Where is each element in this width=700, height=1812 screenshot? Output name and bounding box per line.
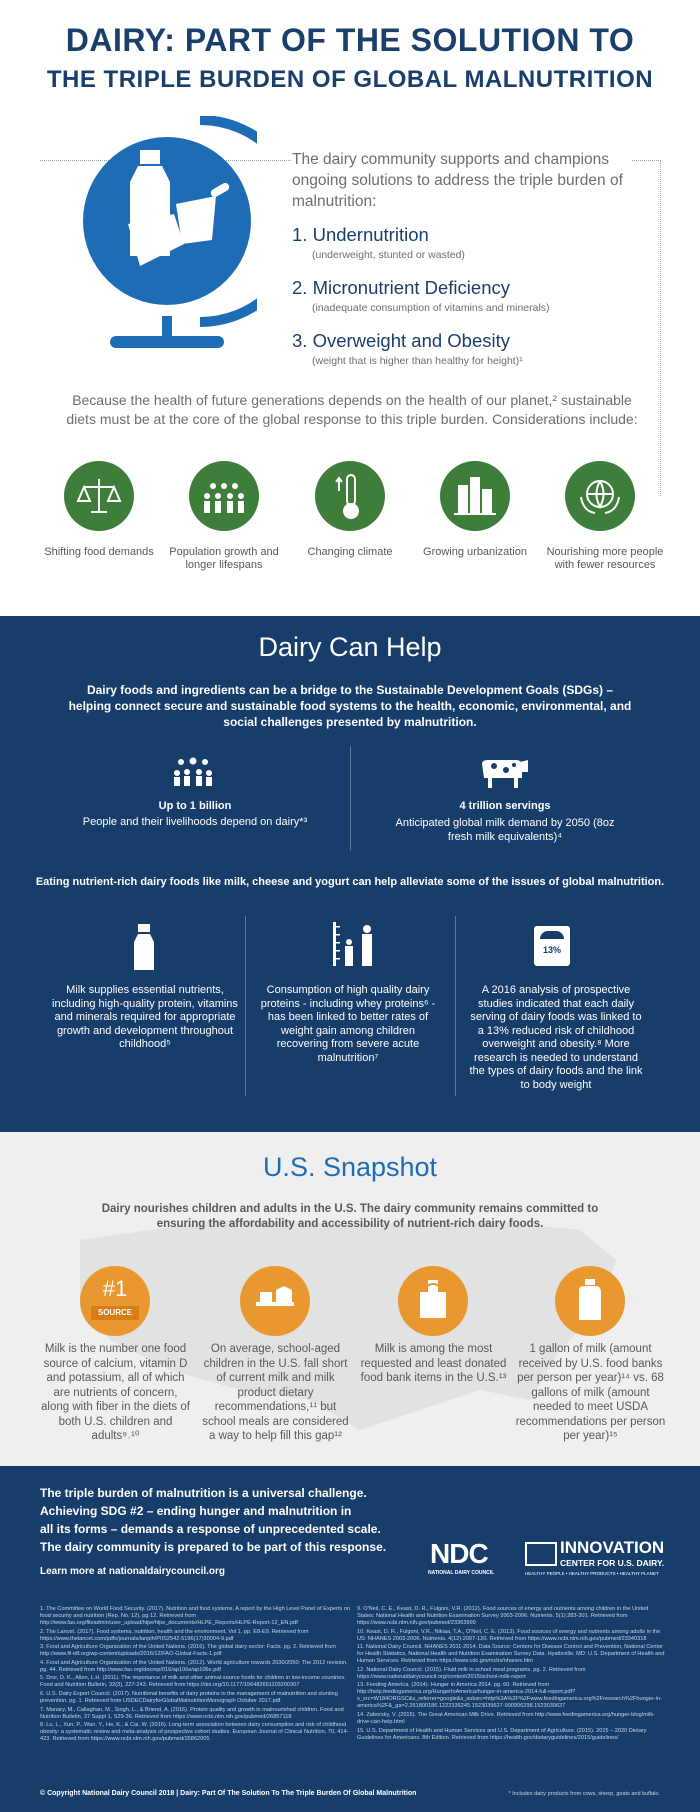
references-left <box>40 1606 350 1745</box>
grocery-bag-icon <box>398 1266 468 1336</box>
reference-item: 6. U.S. Dairy Export Council. (2017). Nutritional benefits of dairy proteins in the management of malnutrition and stunting prevention. pg. 1. Retrieved from USDECDairyforGlobalMalnutritionMonograph October 2017.pdf <box>40 1690 338 1704</box>
item-label: Undernutrition <box>312 224 429 245</box>
item-label: Overweight and Obesity <box>312 330 511 351</box>
snapshot-text-calcium: Milk is the number one food source of calcium, vitamin D and potassium, all of which are nutrients of concern, along with fiber in the diets of both U.S. children and adults⁹˒¹⁰ <box>41 1343 190 1442</box>
learn-more-link[interactable]: Learn more at nationaldairycouncil.org <box>40 1566 226 1577</box>
col-dairy-proteins: Consumption of high quality dairy proteins - including whey proteins⁶ - has been linked to better rates of weight gain among children recovering from severe acute malnutrition⁷ <box>260 984 436 1064</box>
innovation-line2: CENTER FOR U.S. DAIRY. <box>560 1558 665 1568</box>
snapshot-text-school: On average, school-aged children in the U.S. fall short of current milk and milk product dietary recommendations,¹¹ but school meals are considered a way to help fill this gap¹² <box>202 1343 349 1442</box>
statement-line: Achieving SDG #2 – ending hunger and malnutrition in <box>40 1504 352 1518</box>
reference-item: 13. Feeding America. (2014). Hunger in America 2014. pg. 60. Retrieved from http://help.feedingamerica.org/HungerInAmerica/hunger-in-america-2014-full-report.pdf?s_src=W184ORGSC&s_referrer=google&s_subsrc=http%3A%2F%2Fwww.feedingamerica.org%2Fresearch%2Fhunger-in-america%2F&_ga=2.261800186.1222336245.1523039627-990906298.1523039627 <box>357 1682 662 1710</box>
item-label: Micronutrient Deficiency <box>312 277 510 298</box>
reference-item: 7. Manary, M., Callaghan, M., Singh, L., & Briend, A. (2016). Protein quality and growth in malnourished children. Food and Nutrition Bulletin, 37 Suppl 1, S29-36. Retrieved from https://www.ncbi.nlm.nih.gov/pubmed/26857118 <box>40 1706 344 1720</box>
scale-label: 13% <box>542 945 561 955</box>
people-group-icon <box>189 461 259 531</box>
dairy-can-help-heading: Dairy Can Help <box>258 632 442 662</box>
reference-item: 10. Keast, D. R., Fulgoni, V.R., Nikiaa, T.A., O'Neil, C. E. (2013). Food sources of energy and nutrients among adults in the US: NHANES 2003-2006. Nutrients. 4(12):2097-120. Retrieved from https://www.ncbi.nlm.nih.gov/pubmed/23340318 <box>357 1628 661 1642</box>
consideration-label: Changing climate <box>307 546 393 558</box>
copyright: © Copyright National Dairy Council 2018 | Dairy: Part Of The Solution To The Triple Burden Of Global Malnutrition <box>40 1790 417 1797</box>
reference-item: 12. National Dairy Council. (2015). Fluid milk in school meal programs. pg. 2. Retrieved from https://www.nationaldairycouncil.org/content/2015/school-milk-report <box>357 1666 586 1680</box>
col-milk-nutrients: Milk supplies essential nutrients, including high-quality protein, vitamins and minerals required for appropriate growth and development throughout childhood⁵ <box>52 984 238 1050</box>
reference-item: 11. National Dairy Council. NHANES 2011-2014. Data Source: Centers for Disease Control and Prevention, National Center for Health Statistics, National Health and Nutrition Examination Survey Data. Hyattsville, MD: U.S. Department of Health and Human Services. Retrieved from https://www.cdc.gov/nchs/nhanes.htm <box>357 1644 665 1665</box>
dairy-globe-icon <box>82 116 257 360</box>
item-micronutrient <box>292 277 510 299</box>
snapshot-text-foodbank: Milk is among the most requested and least donated food bank items in the U.S.¹³ <box>360 1343 507 1384</box>
consideration-label: Nourishing more people with fewer resources <box>546 546 664 571</box>
snapshot-text-gallon: 1 gallon of milk (amount received by U.S. food banks per person per year)¹⁴ vs. 68 gallons of milk (amount needed to meet USDA recommendations per person per year)¹⁵ <box>515 1343 666 1442</box>
reference-item: 5. Dror, D. K., Allen, L.H. (2011). The importance of milk and other animal-source foods for children in low-income countries. Food and Nutrition Bulletin, 32(3), 227-243. Retrieved from https://doi.org/10.1177/156482651103200307 <box>40 1675 346 1689</box>
us-snapshot-intro: Dairy nourishes children and adults in the U.S. The dairy community remains committed to ensuring the affordability and accessibility of nutrient-rich dairy foods. <box>101 1203 599 1230</box>
item-number: 1. <box>292 224 308 245</box>
badge-number: #1 <box>102 1276 128 1301</box>
item-number: 2. <box>292 277 308 298</box>
reference-item: 2. The Lancet. (2017). Food systems, nutrition, health and the environment. Vol 1. pp. E8-E9. Retrieved from https://www.thelancet.com/pdfs/journals/lanplh/PIIS2542-5196(17)30004-9.pdf <box>40 1628 309 1642</box>
intro-text: The dairy community supports and champions ongoing solutions to address the triple burden of malnutrition: <box>292 149 632 212</box>
reference-item: 8. Lu, L., Xun, P., Wan, Y., He, K., & Cai, W. (2016). Long-term association between dairy consumption and risk of childhood obesity: a systematic review and meta-analysis of prospective cohort studies. European Journal of Clinical Nutrition, 70, 414-423. Retrieved from https://www.ncbi.nlm.nih.gov/pubmed/26862005 <box>40 1722 349 1743</box>
milk-bottle-icon <box>132 924 156 970</box>
reference-item: 14. Zaborsky, V. (2015). The Great American Milk Drive. Retrieved from http://www.feedingamerica.org/hunger-blog/milk-drive-can-help.html <box>357 1711 656 1725</box>
stat-servings-title: 4 trillion servings <box>459 800 551 812</box>
statement-line: The dairy community is prepared to be part of this response. <box>40 1540 387 1554</box>
thermometer-icon <box>315 461 385 531</box>
buildings-icon <box>440 461 510 531</box>
innovation-line1: INNOVATION <box>560 1538 665 1557</box>
consideration-label: Shifting food demands <box>44 546 154 558</box>
child-height-icon <box>331 922 379 966</box>
item-overweight <box>292 330 510 352</box>
stat-billion-text: People and their livelihoods depend on dairy*³ <box>82 816 308 828</box>
reference-item: 9. O'Neil, C. E., Keast, D. R., Fulgoni, V.R. (2012). Food sources of energy and nutrients among children in the United States: National Health and Nutrition Examination Survey 2003-2006. Nutrients. 5(1):283-301. Retrieved from https://www.ncbi.nlm.nih.gov/pubmed/23363999 <box>357 1606 649 1626</box>
globe-hands-icon <box>565 461 635 531</box>
consideration-label: Population growth and longer lifespans <box>169 546 279 571</box>
scales-icon <box>64 461 134 531</box>
milk-jug-icon <box>555 1266 625 1336</box>
footnote: * Includes dairy products from cows, sheep, goats and buffalo. <box>508 1791 660 1797</box>
reference-item: 4. Food and Agriculture Organization of the United Nations. (2012). World agriculture towards 2030/2050: The 2012 revision. pg. 44. Retrieved from http://www.fao.org/docrep/016/ap106e/ap106e.pdf <box>40 1659 348 1673</box>
reference-item: 15. U.S. Department of Health and Human Services and U.S. Department of Agriculture. (2015). 2015 – 2020 Dietary Guidelines for Americans. 8th Edition. Retrieved from https://health.gov/dietaryguidelines/2015/guidelines/ <box>357 1727 647 1741</box>
because-text: Because the health of future generations depends on the health of our planet,² sustainable diets must be at the core of the global response to this triple burden. Considerations include: <box>58 391 646 429</box>
eating-text: Eating nutrient-rich dairy foods like milk, cheese and yogurt can help alleviate some of the issues of global malnutrition. <box>35 876 665 888</box>
innovation-tagline: HEALTHY PEOPLE • HEALTHY PRODUCTS • HEALTHY PLANET <box>525 1571 659 1576</box>
people-icon <box>172 756 214 788</box>
item-sub: (inadequate consumption of vitamins and minerals) <box>312 302 550 314</box>
badge-word: SOURCE <box>91 1306 139 1320</box>
number-one-source-badge <box>80 1266 150 1336</box>
stat-servings-text: Anticipated global milk demand by 2050 (8oz fresh milk equivalents)⁴ <box>395 817 615 843</box>
school-milk-icon <box>240 1266 310 1336</box>
consideration-label: Growing urbanization <box>423 546 527 558</box>
innovation-center-logo-icon <box>525 1542 557 1566</box>
reference-item: 3. Food and Agriculture Organization of the United Nations. (2016). The global dairy sector: Facts. pg. 2. Retrieved from http://www.fil-idf.org/wp-content/uploads/2016/12/FAO-Global-Facts-1.pdf <box>40 1644 336 1658</box>
title-line-1: DAIRY: PART OF THE SOLUTION TO <box>65 22 635 58</box>
item-number: 3. <box>292 330 308 351</box>
divider <box>455 916 456 1096</box>
dairy-can-help-intro: Dairy foods and ingredients can be a bridge to the Sustainable Development Goals (SDGs) – helping connect secure and sustainable food systems to the health, economic, environmental, and social challenges presented by malnutrition. <box>68 683 632 729</box>
us-snapshot-heading: U.S. Snapshot <box>262 1152 438 1182</box>
item-undernutrition <box>292 224 429 246</box>
col-obesity-risk: A 2016 analysis of prospective studies indicated that each daily serving of dairy foods was linked to a 13% reduced risk of childhood overweight and obesity.⁸ More research is needed to understand the types of dairy foods and the link to body weight <box>469 984 643 1091</box>
statement-line: all its forms – demands a response of unprecedented scale. <box>40 1522 381 1536</box>
divider <box>245 916 246 1096</box>
item-sub: (underweight, stunted or wasted) <box>312 249 465 261</box>
title-line-2: THE TRIPLE BURDEN OF GLOBAL MALNUTRITION <box>46 66 654 93</box>
cow-icon <box>478 756 528 790</box>
footer-statement <box>40 1484 400 1556</box>
statement-line: The triple burden of malnutrition is a universal challenge. <box>40 1486 367 1500</box>
stat-billion-title: Up to 1 billion <box>158 800 232 812</box>
item-sub: (weight that is higher than healthy for height)¹ <box>312 355 523 367</box>
reference-item: 1. The Committee on World Food Security. (2017). Nutrition and food systems. A report by the High Level Panel of Experts on food security and nutrition (Rep. No. 12). pg 12. Retrieved from http://www.fao.org/fileadmin/user_upload/hlpe/hlpe_documents/HLPE_Reports/HLPE-Report-12_EN.pdf <box>40 1606 350 1626</box>
ndc-name: NATIONAL DAIRY COUNCIL <box>428 1570 495 1576</box>
ndc-logo: NDC <box>430 1538 488 1569</box>
scale-icon <box>534 926 570 966</box>
divider <box>350 746 351 850</box>
references-right <box>357 1606 667 1743</box>
